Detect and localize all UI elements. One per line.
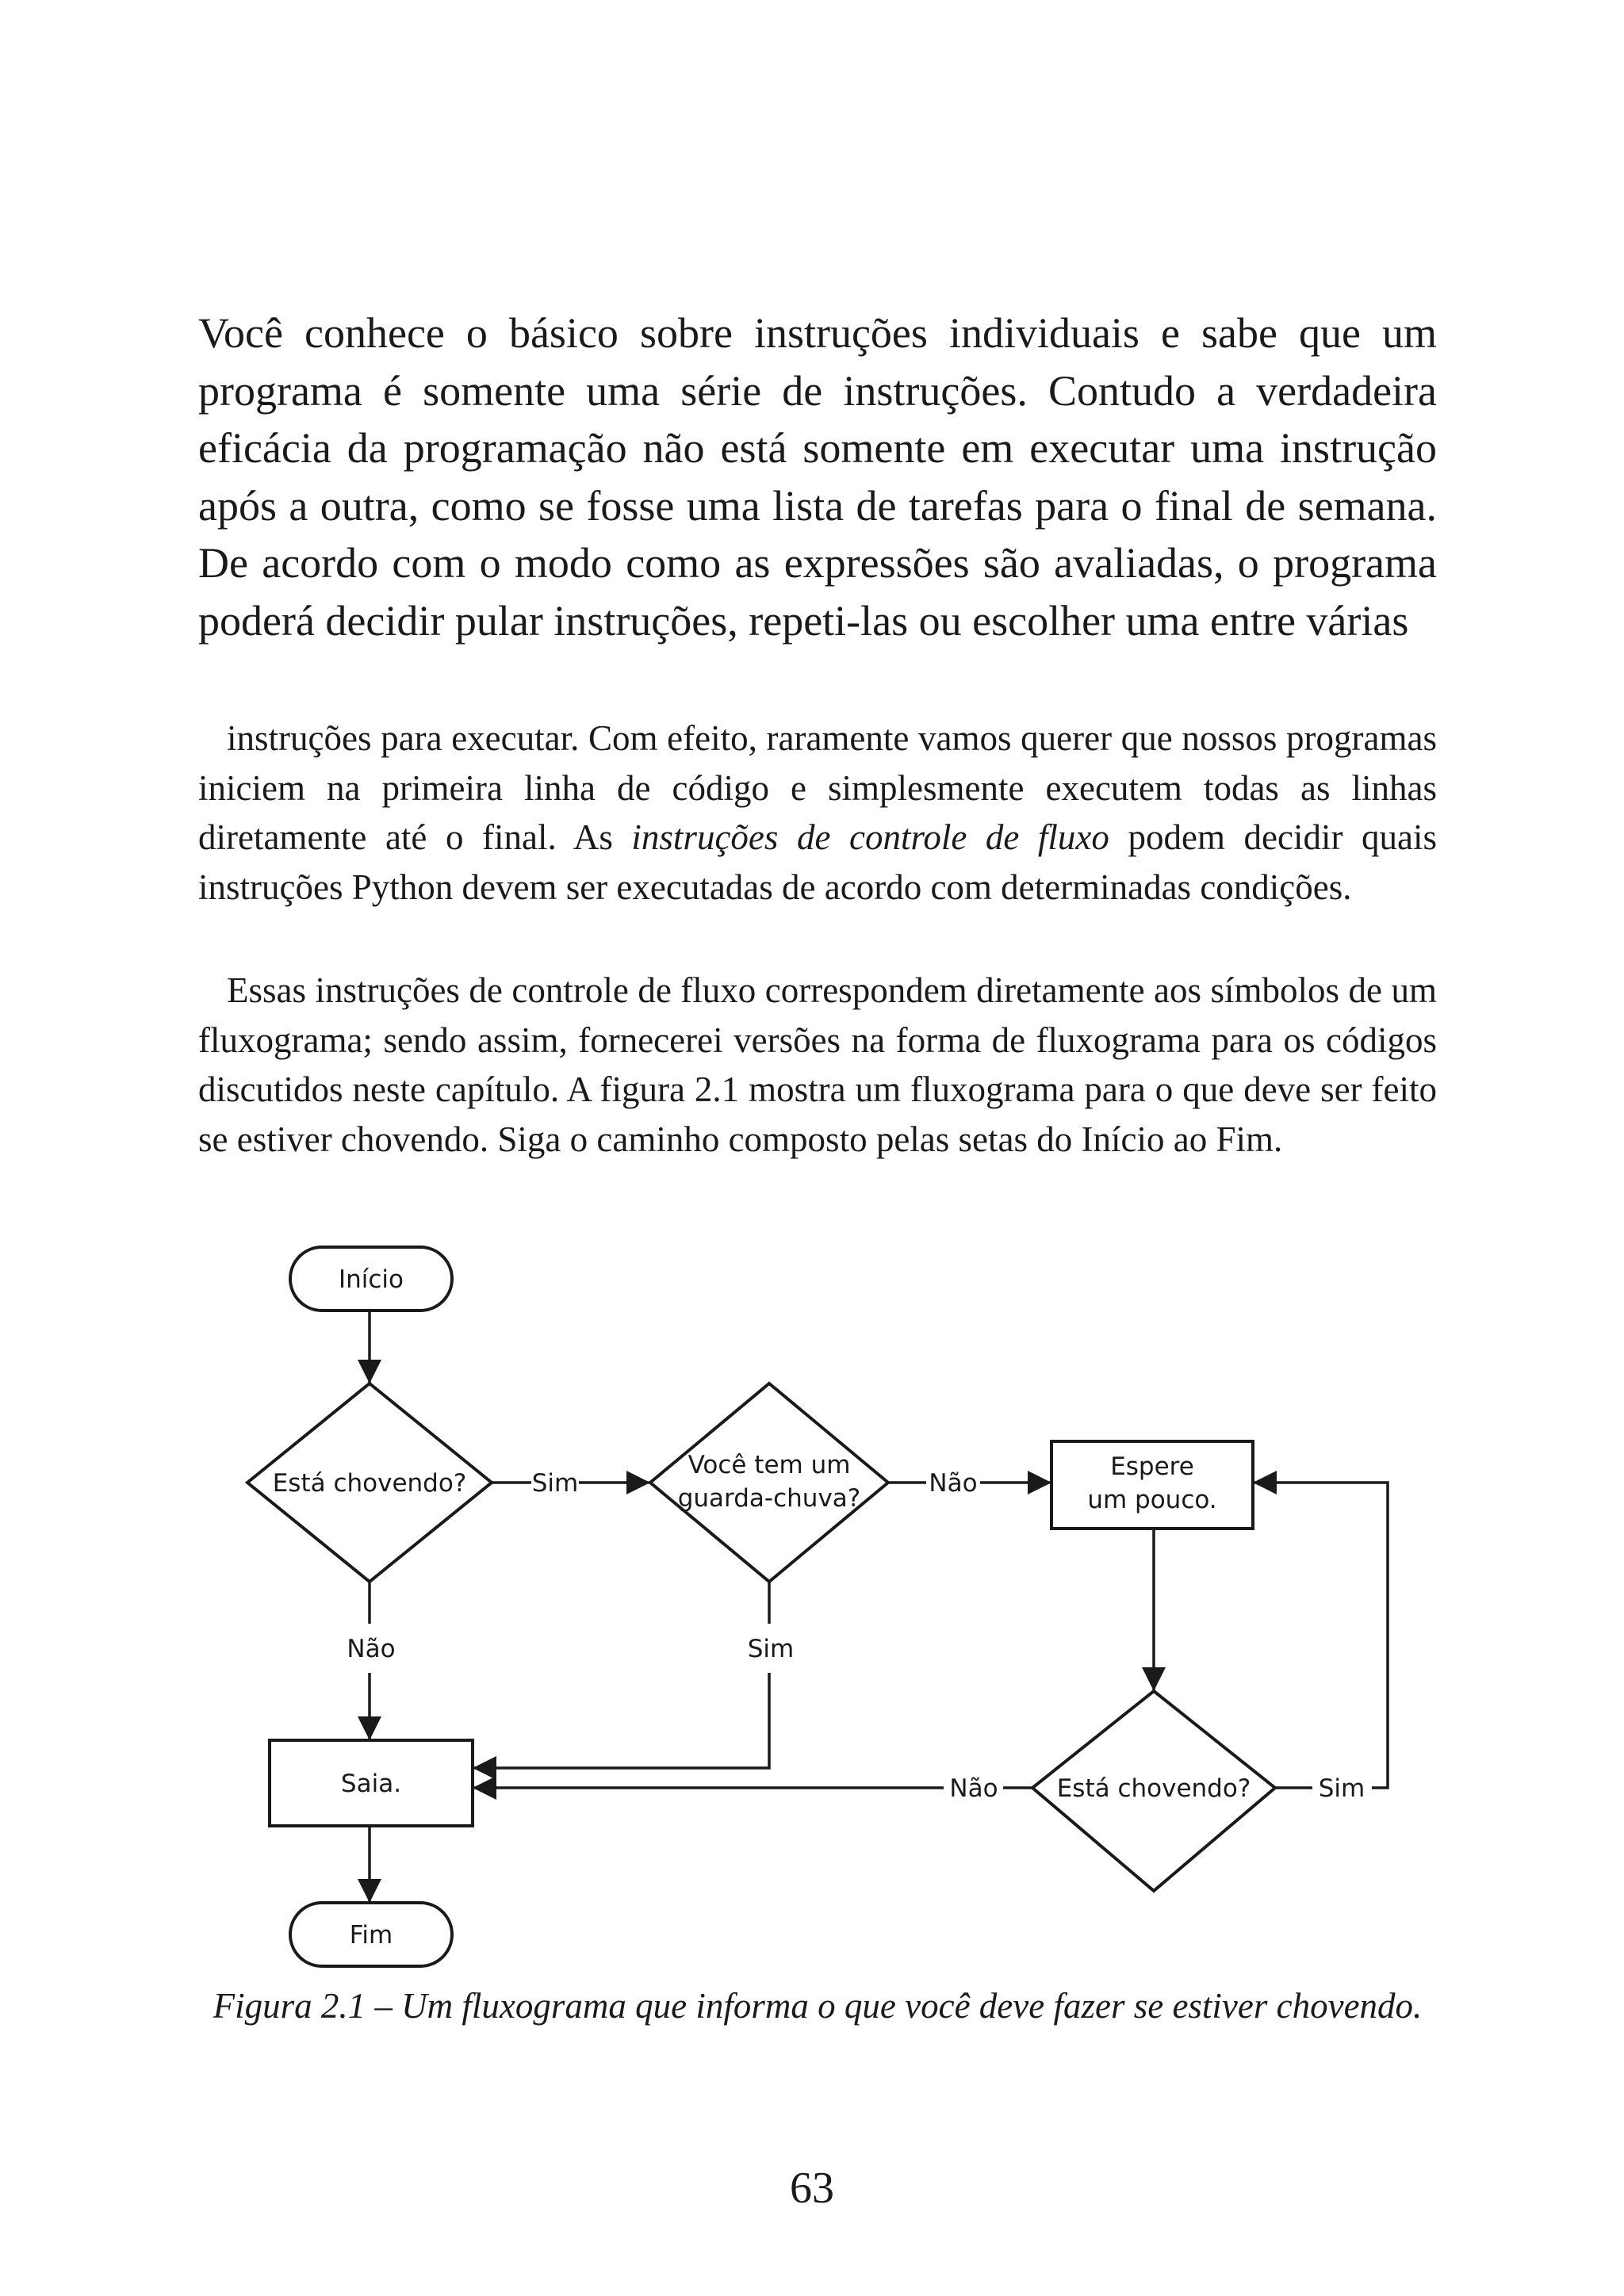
paragraph-flowchart-intro: Essas instruções de controle de fluxo correspondem diretamente aos símbolos de um fluxograma; sendo assim, fornecerei versões na forma de fluxograma para os códigos discutidos neste capítulo. A figura 2.1 mostra um fluxograma para o que deve ser feito se estiver chovendo. Siga o caminho composto pelas setas do Início ao Fim. <box>198 970 1437 1159</box>
arrow-umbrella-yes-to-go-out <box>473 1673 769 1768</box>
end-label: Fim <box>349 1921 393 1950</box>
figure-caption: Figura 2.1 – Um fluxograma que informa o que você deve fazer se estiver chovendo. <box>213 1986 1423 2026</box>
connector-label-nao-3: Não <box>949 1774 998 1803</box>
paragraph-control-flow-end: podem decidir quais instruções Python devem ser executadas de acordo com determinadas condições. <box>198 817 1438 907</box>
go-out-label: Saia. <box>340 1770 402 1798</box>
paragraph-control-flow-start: instruções para executar. Com efeito, raramente vamos querer que nossos programas iniciem na primeira linha de código e simplesmente executem todas as linhas diretamente até o final. As <box>198 718 1437 857</box>
paragraph-intro: Você conhece o básico sobre instruções individuais e sabe que um programa é somente uma série de instruções. Contudo a verdadeira eficácia da programação não está somente em executar uma instrução após a outra, como se fosse uma lista de tarefas para o final de semana. De acordo com o modo como as expressões são avaliadas, o programa poderá decidir pular instruções, repeti-las ou escolher uma entre várias <box>198 309 1437 645</box>
decision-umbrella-shape <box>650 1383 888 1582</box>
decision-umbrella-label-line1: Você tem um <box>688 1451 851 1479</box>
arrow-decision2-yes-loop-to-wait <box>1253 1483 1388 1788</box>
term-control-flow-statements: instruções de controle de fluxo <box>631 817 1109 857</box>
wait-label-line1: Espere <box>1110 1452 1194 1481</box>
wait-label-line2: um pouco. <box>1087 1486 1217 1514</box>
connector-label-sim-3: Sim <box>1318 1774 1365 1803</box>
connector-label-nao-1: Não <box>929 1469 978 1498</box>
decision-umbrella-label-line2: guarda-chuva? <box>677 1484 861 1513</box>
start-label: Início <box>338 1265 404 1294</box>
connector-label-nao-2: Não <box>347 1635 396 1663</box>
decision-raining-1-label: Está chovendo? <box>272 1469 467 1498</box>
page-number: 63 <box>790 2164 834 2213</box>
connector-label-sim-1: Sim <box>531 1469 579 1498</box>
connector-label-sim-2: Sim <box>747 1635 795 1663</box>
decision-raining-2-label: Está chovendo? <box>1056 1774 1251 1803</box>
